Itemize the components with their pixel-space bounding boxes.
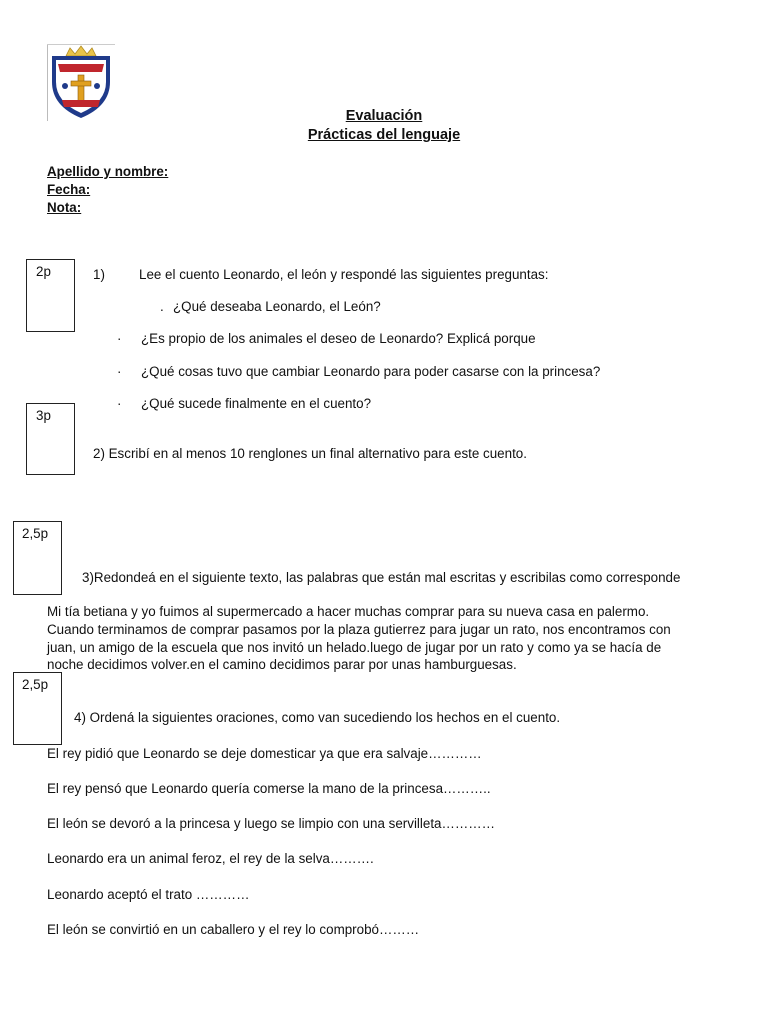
q4-sentence: El rey pensó que Leonardo quería comerse la mano de la princesa………..	[47, 781, 491, 796]
q1-bullet-text: ¿Qué deseaba Leonardo, el León?	[173, 299, 381, 314]
q1-bullet-mark: ·	[117, 396, 122, 411]
q1-number: 1)	[93, 267, 105, 282]
score-q4: 2,5p	[22, 677, 49, 692]
page-title: Evaluación	[345, 108, 423, 124]
score-box-q4	[13, 672, 62, 745]
score-box-q1	[26, 259, 75, 332]
score-q3: 2,5p	[22, 526, 49, 541]
q4-sentence: El león se convirtió en un caballero y el rey lo comprobó………	[47, 922, 420, 937]
score-q1: 2p	[36, 264, 51, 279]
q3-paragraph-line: Mi tía betiana y yo fuimos al supermercado a hacer muchas comprar para su nueva casa en palermo.	[47, 604, 650, 619]
q4-sentence: Leonardo era un animal feroz, el rey de la selva……….	[47, 851, 374, 866]
q3-paragraph-line: noche decidimos volver.en el camino decidimos parar por unas hamburguesas.	[47, 657, 517, 672]
q1-bullet-mark: ·	[117, 364, 122, 379]
q3-text: 3)Redondeá en el siguiente texto, las palabras que están mal escritas y escribilas como corresponde	[82, 570, 681, 585]
q4-text: 4) Ordená la siguientes oraciones, como van sucediendo los hechos en el cuento.	[74, 710, 561, 725]
q1-bullet-mark: ·	[117, 331, 122, 346]
name-label: Apellido y nombre:	[47, 164, 169, 179]
q1-bullet-text: ¿Qué cosas tuvo que cambiar Leonardo para poder casarse con la princesa?	[141, 364, 601, 379]
q3-paragraph-line: Cuando terminamos de comprar pasamos por la plaza gutierrez para jugar un rato, nos encontramos con	[47, 622, 671, 637]
date-label: Fecha:	[47, 182, 91, 197]
score-q2: 3p	[36, 408, 51, 423]
q1-text: Lee el cuento Leonardo, el león y respondé las siguientes preguntas:	[139, 267, 549, 282]
score-box-q2	[26, 403, 75, 475]
q1-bullet-mark: .	[160, 299, 164, 314]
q4-sentence: Leonardo aceptó el trato …………	[47, 887, 250, 902]
q4-sentence: El rey pidió que Leonardo se deje domesticar ya que era salvaje…………	[47, 746, 482, 761]
q1-bullet-text: ¿Es propio de los animales el deseo de Leonardo? Explicá porque	[141, 331, 536, 346]
q2-text: 2) Escribí en al menos 10 renglones un final alternativo para este cuento.	[93, 446, 527, 461]
q1-bullet-text: ¿Qué sucede finalmente en el cuento?	[141, 396, 372, 411]
q3-paragraph-line: juan, un amigo de la escuela que nos invitó un helado.luego de jugar por un rato y como ya se hacía de	[47, 640, 662, 655]
score-box-q3	[13, 521, 62, 595]
page-subtitle: Prácticas del lenguaje	[307, 127, 461, 143]
grade-label: Nota:	[47, 200, 82, 215]
q4-sentence: El león se devoró a la princesa y luego se limpio con una servilleta…………	[47, 816, 496, 831]
